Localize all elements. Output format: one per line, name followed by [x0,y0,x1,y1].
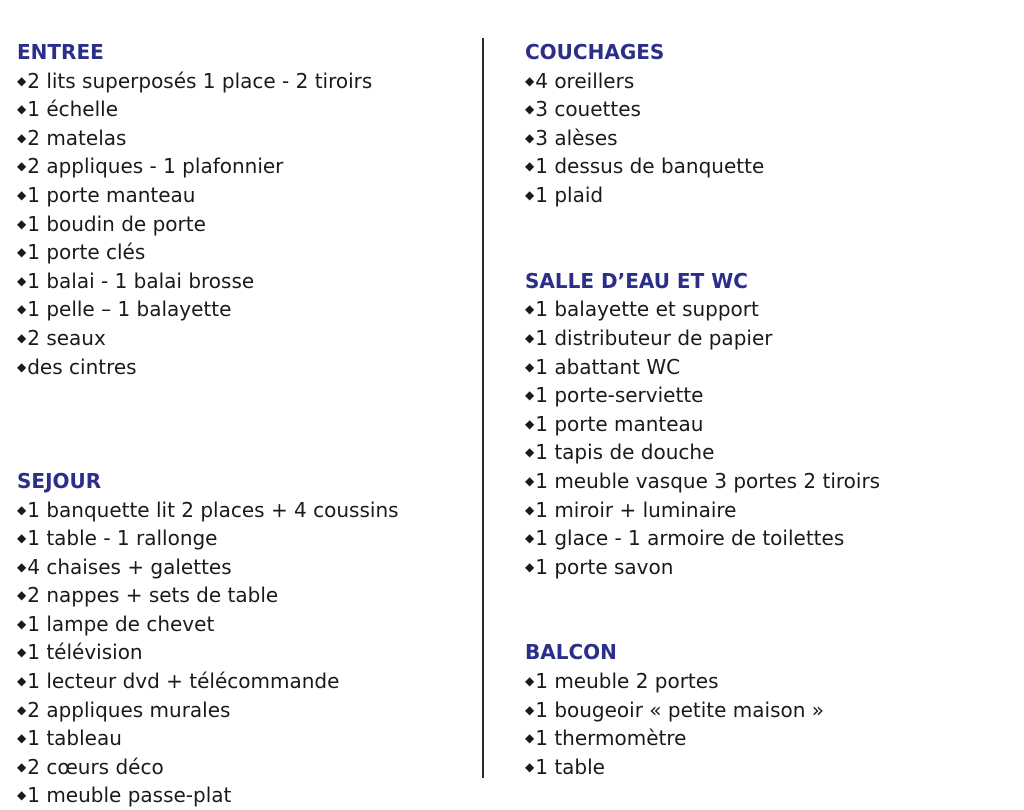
list-item [17,324,487,353]
list-item [525,410,995,439]
list-item [17,753,487,782]
list-item [17,553,487,582]
list-item-text: 1 table - 1 rallonge [27,526,218,551]
list-item-text: 4 oreillers [535,68,635,93]
list-item-text: 1 pelle – 1 balayette [27,297,232,322]
list-item [525,353,995,382]
list-item-text: 2 matelas [27,125,127,150]
bullet-icon: ◆ [17,216,27,231]
list-item [525,667,995,696]
section-title: COUCHAGES [525,40,665,64]
list-item [17,181,487,210]
bullet-icon: ◆ [525,759,535,774]
bullet-icon: ◆ [17,359,27,374]
bullet-icon: ◆ [525,531,535,546]
section-salle-eau-wc [525,267,995,582]
bullet-icon: ◆ [17,187,27,202]
list-item-text: 1 glace - 1 armoire de toilettes [535,526,845,551]
list-item-text: 1 thermomètre [535,726,687,751]
list-item-text: 2 cœurs déco [27,754,164,779]
list-item [17,124,487,153]
list-item-text: 1 meuble passe-plat [27,783,232,808]
list-item [17,95,487,124]
right-column [525,38,995,781]
list-item-text: 1 miroir + luminaire [535,497,737,522]
list-item [525,381,995,410]
list-item [17,724,487,753]
bullet-icon: ◆ [525,559,535,574]
list-item [525,324,995,353]
bullet-icon: ◆ [17,559,27,574]
list-item [525,753,995,782]
bullet-icon: ◆ [525,102,535,117]
bullet-icon: ◆ [525,159,535,174]
bullet-icon: ◆ [17,73,27,88]
list-item-text: 1 boudin de porte [27,211,206,236]
bullet-icon: ◆ [525,702,535,717]
bullet-icon: ◆ [525,416,535,431]
list-item [17,781,487,810]
list-item [525,553,995,582]
list-item [17,696,487,725]
list-item [17,152,487,181]
bullet-icon: ◆ [17,616,27,631]
bullet-icon: ◆ [525,130,535,145]
list-item-text: 1 porte savon [535,554,674,579]
list-item [17,581,487,610]
list-item [525,67,995,96]
bullet-icon: ◆ [17,702,27,717]
list-item-text: 1 meuble vasque 3 portes 2 tiroirs [535,468,881,493]
list-item [17,267,487,296]
list-item-text: 1 échelle [27,97,119,122]
list-item [525,467,995,496]
bullet-icon: ◆ [525,388,535,403]
bullet-icon: ◆ [17,302,27,317]
list-item-text: 2 appliques murales [27,697,231,722]
list-item [525,152,995,181]
bullet-icon: ◆ [17,645,27,660]
bullet-icon: ◆ [525,359,535,374]
bullet-icon: ◆ [17,588,27,603]
bullet-icon: ◆ [17,759,27,774]
list-item [525,95,995,124]
bullet-icon: ◆ [17,502,27,517]
list-item [17,295,487,324]
list-item-text: 4 chaises + galettes [27,554,232,579]
section-balcon [525,638,995,781]
list-item-text: 1 plaid [535,182,604,207]
list-item [17,67,487,96]
section-couchages [525,38,995,210]
bullet-icon: ◆ [525,445,535,460]
list-item [525,181,995,210]
list-item-text: des cintres [27,354,137,379]
list-item-text: 1 tapis de douche [535,440,715,465]
bullet-icon: ◆ [17,273,27,288]
list-item [17,496,487,525]
bullet-icon: ◆ [17,330,27,345]
list-item-text: 1 lampe de chevet [27,611,215,636]
list-item [525,696,995,725]
bullet-icon: ◆ [17,674,27,689]
list-item-text: 1 porte manteau [27,182,196,207]
bullet-icon: ◆ [17,245,27,260]
list-item-text: 2 seaux [27,325,106,350]
bullet-icon: ◆ [525,73,535,88]
list-item-text: 1 banquette lit 2 places + 4 coussins [27,497,399,522]
section-sejour [17,467,487,810]
list-item [525,496,995,525]
list-item-text: 1 porte manteau [535,411,704,436]
list-item-text: 1 table [535,754,605,779]
list-item [17,353,487,382]
list-item-text: 1 meuble 2 portes [535,669,719,694]
bullet-icon: ◆ [17,788,27,803]
list-item-text: 3 alèses [535,125,618,150]
bullet-icon: ◆ [17,731,27,746]
bullet-icon: ◆ [525,187,535,202]
list-item-text: 1 tableau [27,726,122,751]
section-entree [17,38,487,381]
list-item [525,524,995,553]
list-item-text: 2 nappes + sets de table [27,583,279,608]
bullet-icon: ◆ [525,302,535,317]
bullet-icon: ◆ [17,130,27,145]
section-title: ENTREE [17,40,104,64]
bullet-icon: ◆ [525,473,535,488]
list-item [525,124,995,153]
bullet-icon: ◆ [17,102,27,117]
list-item [17,210,487,239]
list-item-text: 1 porte clés [27,240,146,265]
list-item-text: 1 dessus de banquette [535,154,765,179]
section-title: SEJOUR [17,468,102,493]
list-item-text: 1 balayette et support [535,297,759,322]
list-item [17,610,487,639]
list-item-text: 2 appliques - 1 plafonnier [27,154,284,179]
list-item-text: 1 télévision [27,640,143,665]
list-item [525,438,995,467]
list-item-text: 1 porte-serviette [535,383,704,408]
bullet-icon: ◆ [525,502,535,517]
list-item [525,724,995,753]
left-column [17,38,487,810]
list-item [17,638,487,667]
section-title: SALLE D’EAU ET WC [525,268,748,293]
list-item-text: 1 balai - 1 balai brosse [27,268,255,293]
bullet-icon: ◆ [17,159,27,174]
list-item [525,295,995,324]
list-item-text: 1 abattant WC [535,354,681,379]
list-item [17,667,487,696]
list-item-text: 1 distributeur de papier [535,325,773,350]
list-item-text: 2 lits superposés 1 place - 2 tiroirs [27,68,373,93]
list-item [17,238,487,267]
section-title: BALCON [525,640,617,665]
list-item [17,524,487,553]
bullet-icon: ◆ [525,330,535,345]
bullet-icon: ◆ [17,531,27,546]
list-item-text: 3 couettes [535,97,641,122]
list-item-text: 1 bougeoir « petite maison » [535,697,825,722]
list-item-text: 1 lecteur dvd + télécommande [27,669,340,694]
bullet-icon: ◆ [525,674,535,689]
bullet-icon: ◆ [525,731,535,746]
